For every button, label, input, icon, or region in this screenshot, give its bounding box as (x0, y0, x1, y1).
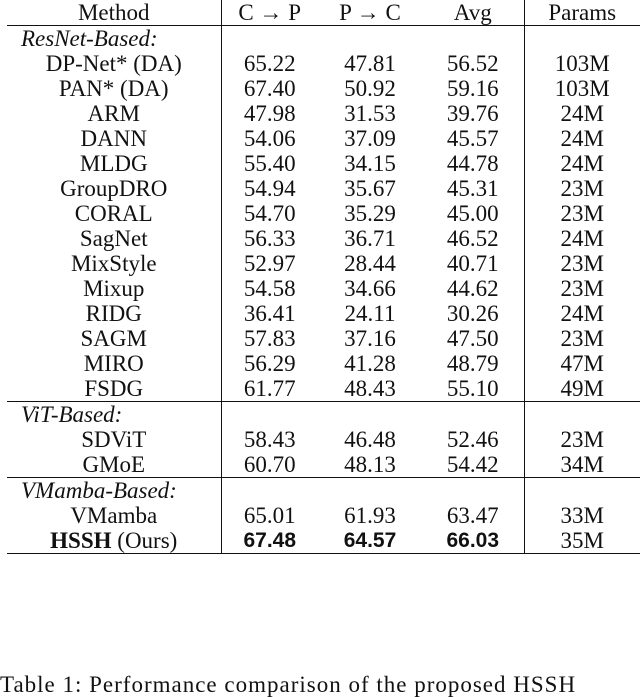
method-cell: GMoE (7, 452, 221, 478)
p-to-c-cell: 50.92 (344, 76, 396, 101)
table-row (7, 251, 640, 276)
c-to-p-cell: 65.01 (243, 503, 296, 528)
header-p-to-c: P → C (318, 0, 422, 26)
section-blank-cell (524, 478, 640, 504)
avg-cell: 39.76 (422, 101, 524, 126)
avg-cell: 52.46 (422, 427, 524, 452)
method-name-bold: HSSH (50, 528, 112, 553)
table-header (7, 0, 640, 26)
p-to-c-cell: 46.48 (344, 427, 396, 452)
header-avg: Avg (422, 0, 524, 26)
table-row (7, 528, 640, 554)
method-cell: DP-Net* (DA) (7, 51, 221, 76)
method-cell: Mixup (7, 276, 221, 301)
c-to-p-cell: 52.97 (243, 251, 296, 276)
p-to-c-cell: 61.93 (344, 503, 396, 528)
avg-cell: 55.10 (422, 376, 524, 402)
p-to-c-cell: 34.15 (344, 151, 396, 176)
params-cell: 24M (560, 226, 604, 251)
header-params: Params (524, 0, 640, 26)
section-blank-cell (318, 478, 422, 504)
table-row (7, 427, 640, 452)
results-table-container (7, 0, 640, 554)
params-cell: 33M (560, 503, 604, 528)
table-row (7, 503, 640, 528)
p-to-c-cell: 34.66 (344, 276, 396, 301)
table-row (7, 176, 640, 201)
p-to-c-cell: 48.43 (344, 376, 396, 401)
section-blank-cell (422, 478, 524, 504)
c-to-p-cell: 61.77 (243, 376, 296, 401)
header-row (7, 0, 640, 26)
method-cell: SagNet (7, 226, 221, 251)
method-cell: SDViT (7, 427, 221, 452)
section-title: ResNet-Based: (7, 26, 221, 52)
method-cell: VMamba (7, 503, 221, 528)
method-cell (7, 528, 221, 554)
table-row (7, 276, 640, 301)
avg-cell: 45.57 (422, 126, 524, 151)
header-c-to-p: C → P (221, 0, 318, 26)
params-cell: 23M (560, 326, 604, 351)
c-to-p-cell: 55.40 (243, 151, 296, 176)
params-cell: 24M (560, 101, 604, 126)
table-row (7, 226, 640, 251)
p-to-c-cell: 28.44 (344, 251, 396, 276)
p-to-c-cell: 36.71 (344, 226, 396, 251)
section-blank-cell (221, 478, 318, 504)
params-cell: 23M (560, 201, 604, 226)
params-cell: 23M (560, 427, 604, 452)
section-blank-cell (221, 26, 318, 52)
avg-cell: 47.50 (422, 326, 524, 351)
c-to-p-cell: 56.29 (243, 351, 296, 376)
table-row (7, 351, 640, 376)
section-header-row (7, 478, 640, 504)
table-row (7, 126, 640, 151)
c-to-p-cell: 47.98 (243, 101, 296, 126)
table-row (7, 151, 640, 176)
table-caption: Table 1: Performance comparison of the proposed HSSH (0, 672, 577, 697)
method-cell: PAN* (DA) (7, 76, 221, 101)
method-cell: ARM (7, 101, 221, 126)
params-cell: 35M (524, 528, 640, 554)
avg-cell: 45.00 (422, 201, 524, 226)
params-cell: 24M (560, 151, 604, 176)
method-cell: DANN (7, 126, 221, 151)
section-blank-cell (318, 402, 422, 428)
c-to-p-cell: 67.40 (243, 76, 296, 101)
avg-cell: 59.16 (422, 76, 524, 101)
table-row (7, 101, 640, 126)
params-cell: 23M (560, 176, 604, 201)
params-cell: 47M (560, 351, 604, 376)
section-blank-cell (318, 26, 422, 52)
avg-cell: 30.26 (422, 301, 524, 326)
params-cell: 103M (554, 76, 610, 101)
c-to-p-cell: 67.48 (221, 528, 318, 554)
method-cell: MLDG (7, 151, 221, 176)
method-cell: GroupDRO (7, 176, 221, 201)
method-cell: FSDG (7, 376, 221, 402)
avg-cell: 63.47 (422, 503, 524, 528)
section-blank-cell (524, 26, 640, 52)
c-to-p-cell: 54.94 (243, 176, 296, 201)
table-row (7, 301, 640, 326)
c-to-p-cell: 65.22 (243, 51, 296, 76)
method-cell: CORAL (7, 201, 221, 226)
table-body (7, 26, 640, 554)
results-table (7, 0, 640, 554)
section-header-row (7, 26, 640, 52)
avg-cell: 45.31 (422, 176, 524, 201)
params-cell: 23M (560, 276, 604, 301)
section-title: VMamba-Based: (7, 478, 221, 504)
section-blank-cell (221, 402, 318, 428)
method-cell: SAGM (7, 326, 221, 351)
params-cell: 34M (560, 452, 604, 477)
p-to-c-cell: 64.57 (318, 528, 422, 554)
table-row (7, 376, 640, 402)
c-to-p-cell: 54.58 (243, 276, 296, 301)
section-blank-cell (524, 402, 640, 428)
table-row (7, 452, 640, 478)
c-to-p-cell: 36.41 (243, 301, 296, 326)
table-row (7, 76, 640, 101)
c-to-p-cell: 56.33 (243, 226, 296, 251)
avg-cell: 66.03 (422, 528, 524, 554)
avg-cell: 48.79 (422, 351, 524, 376)
header-method: Method (7, 0, 221, 26)
avg-cell: 44.62 (422, 276, 524, 301)
avg-cell: 44.78 (422, 151, 524, 176)
c-to-p-cell: 57.83 (243, 326, 296, 351)
p-to-c-cell: 41.28 (344, 351, 396, 376)
c-to-p-cell: 58.43 (243, 427, 296, 452)
p-to-c-cell: 31.53 (344, 101, 396, 126)
c-to-p-cell: 54.70 (243, 201, 296, 226)
avg-cell: 40.71 (422, 251, 524, 276)
section-header-row (7, 402, 640, 428)
p-to-c-cell: 37.09 (344, 126, 396, 151)
avg-cell: 54.42 (422, 452, 524, 478)
table-row (7, 326, 640, 351)
section-blank-cell (422, 26, 524, 52)
params-cell: 103M (554, 51, 610, 76)
params-cell: 49M (560, 376, 604, 401)
params-cell: 24M (560, 126, 604, 151)
avg-cell: 56.52 (422, 51, 524, 76)
method-cell: RIDG (7, 301, 221, 326)
table-row (7, 51, 640, 76)
c-to-p-cell: 54.06 (243, 126, 296, 151)
p-to-c-cell: 47.81 (344, 51, 396, 76)
p-to-c-cell: 24.11 (344, 301, 396, 326)
p-to-c-cell: 35.67 (344, 176, 396, 201)
p-to-c-cell: 37.16 (344, 326, 396, 351)
avg-cell: 46.52 (422, 226, 524, 251)
table-row (7, 201, 640, 226)
p-to-c-cell: 48.13 (344, 452, 396, 477)
method-suffix: (Ours) (111, 528, 178, 553)
section-title: ViT-Based: (7, 402, 221, 428)
params-cell: 23M (560, 251, 604, 276)
p-to-c-cell: 35.29 (344, 201, 396, 226)
method-cell: MixStyle (7, 251, 221, 276)
c-to-p-cell: 60.70 (243, 452, 296, 477)
params-cell: 24M (560, 301, 604, 326)
section-blank-cell (422, 402, 524, 428)
method-cell: MIRO (7, 351, 221, 376)
